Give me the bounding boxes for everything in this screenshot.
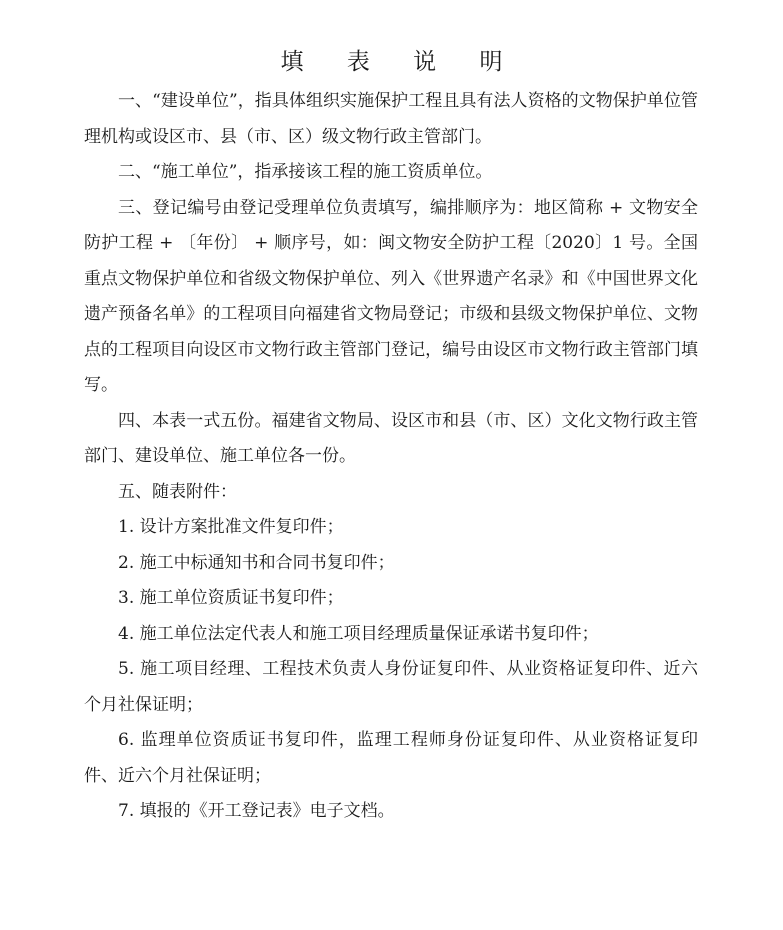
attachment-item-3: 3. 施工单位资质证书复印件； [118,588,344,608]
paragraph-copies: 四、本表一式五份。福建省文物局、设区市和县（市、区）文化文物行政主管部门、建设单位、施工单位各一份。 [84,410,698,466]
attachment-item-1: 1. 设计方案批准文件复印件； [118,517,344,537]
paragraph-construction-unit: 一、“建设单位”，指具体组织实施保护工程且具有法人资格的文物保护单位管理机构或设区市、县（市、区）级文物行政主管部门。 [84,91,698,147]
instructions-body [84,84,698,830]
paragraph-contractor-unit: 二、“施工单位”，指承接该工程的施工资质单位。 [118,162,493,182]
attachment-item-2: 2. 施工中标通知书和合同书复印件； [118,552,395,573]
attachment-item-5: 5. 施工项目经理、工程技术负责人身份证复印件、从业资格证复印件、近六个月社保证明； [84,659,698,715]
paragraph-registration-number: 三、登记编号由登记受理单位负责填写，编排顺序为：地区简称 + 文物安全防护工程 + 〔年份〕 + 顺序号，如：闽文物安全防护工程〔2020〕1 号。全国重点文物保护单位和省级文物保护单位、列入《世界遗产名录》和《中国世界文化遗产预备名单》的工程项目向福建省文物局登记；市级和县级文物保护单位、文物点的工程项目向设区市文物行政主管部门登记，编号由设区市文物行政主管部门填写。 [84,197,698,395]
attachment-item-7: 7. 填报的《开工登记表》电子文档。 [118,801,395,821]
page-title: 填 表 说 明 [280,49,521,75]
attachment-item-6: 6. 监理单位资质证书复印件，监理工程师身份证复印件、从业资格证复印件、近六个月社保证明； [84,730,698,786]
paragraph-attachments-heading: 五、随表附件： [118,481,237,502]
attachment-item-4: 4. 施工单位法定代表人和施工项目经理质量保证承诺书复印件； [118,623,599,644]
